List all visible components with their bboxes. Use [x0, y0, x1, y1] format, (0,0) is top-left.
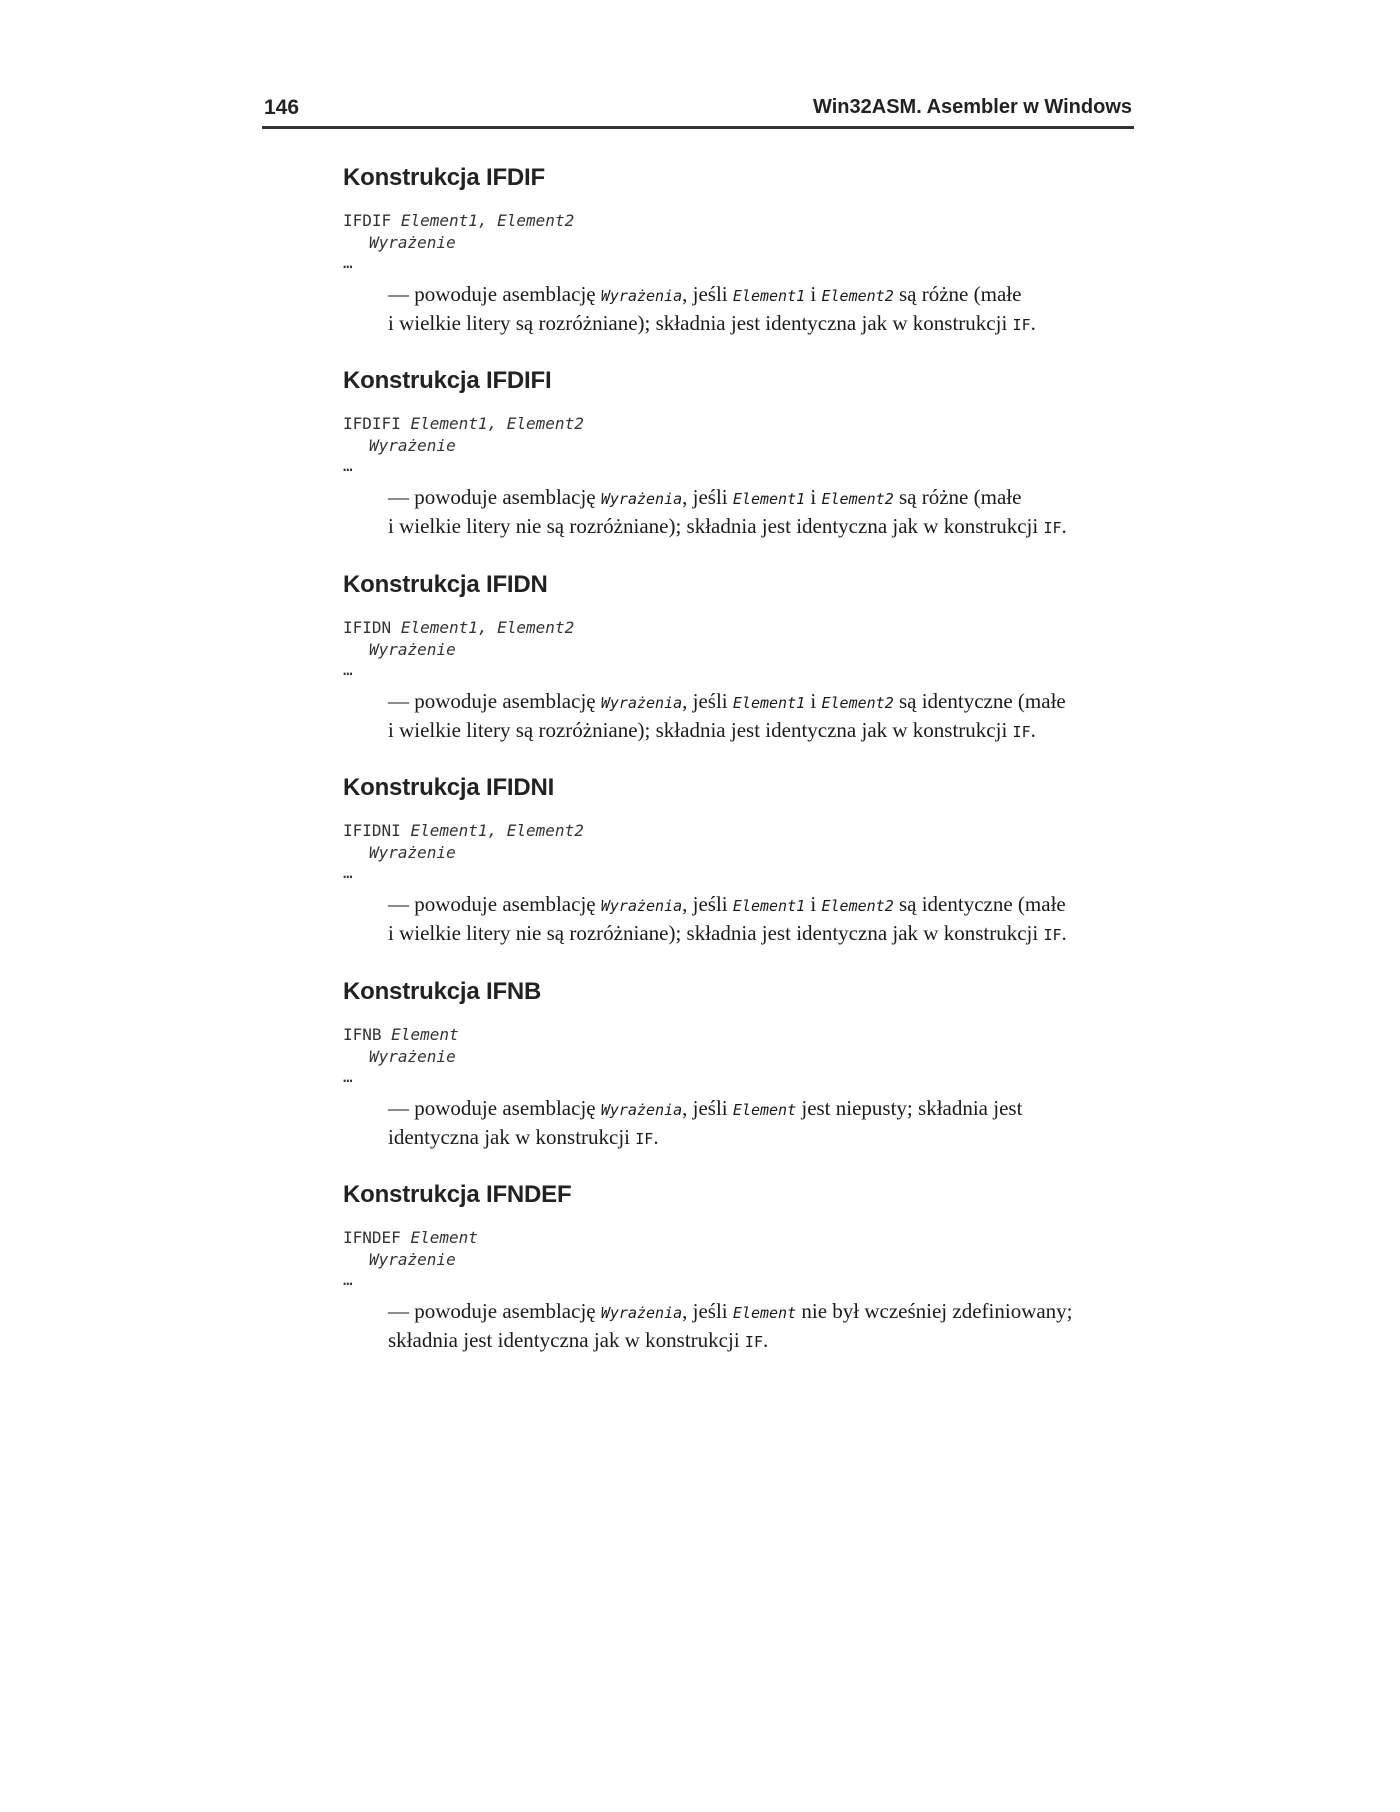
desc-mid: , jeśli — [682, 1299, 728, 1323]
code-block — [343, 1227, 1143, 1293]
desc-ref-element: Element — [732, 1304, 797, 1322]
desc-lead: — powoduje asemblację — [388, 689, 596, 713]
code-args: Element — [410, 1228, 478, 1247]
desc-mid: , jeśli — [682, 485, 728, 509]
desc-conjunction: i — [810, 892, 817, 916]
section-heading: Konstrukcja IFIDNI — [343, 774, 555, 801]
code-block — [343, 820, 1143, 886]
desc-lead: — powoduje asemblację — [388, 1096, 596, 1120]
desc-conjunction: i — [810, 689, 817, 713]
code-keyword: IFNDEF — [343, 1228, 401, 1247]
section-heading: Konstrukcja IFNDEF — [343, 1181, 572, 1208]
desc-lead: — powoduje asemblację — [388, 282, 596, 306]
section-description — [388, 281, 1148, 339]
section-ifdif — [343, 163, 1143, 339]
code-keyword: IFDIF — [343, 211, 392, 230]
code-line-directive — [343, 1024, 1143, 1046]
desc-ref-expression: Wyrażenia — [600, 287, 683, 305]
desc-line2: i wielkie litery są rozróżniane); składnia jest identyczna jak w konstrukcji — [388, 718, 1008, 742]
code-line-body — [343, 1046, 1143, 1068]
code-block — [343, 210, 1143, 276]
code-body: Wyrażenie — [369, 1250, 456, 1269]
section-heading: Konstrukcja IFDIF — [343, 164, 545, 191]
code-ellipsis: … — [343, 1270, 353, 1289]
desc-ref-element2: Element2 — [821, 694, 894, 712]
desc-rest: nie był wcześniej zdefiniowany; — [801, 1299, 1073, 1323]
page-number: 146 — [264, 96, 300, 119]
code-line-body — [343, 232, 1143, 254]
desc-rest: są różne (małe — [898, 282, 1022, 306]
desc-ref-element1: Element1 — [732, 694, 806, 712]
desc-line2: i wielkie litery nie są rozróżniane); składnia jest identyczna jak w konstrukcji — [388, 921, 1039, 945]
code-body: Wyrażenie — [369, 1047, 456, 1066]
code-line-body — [343, 639, 1143, 661]
section-description — [388, 484, 1148, 542]
section-heading: Konstrukcja IFIDN — [343, 571, 548, 598]
desc-ref-if: IF — [635, 1130, 654, 1148]
code-args: Element1, Element2 — [410, 414, 584, 433]
desc-ref-expression: Wyrażenia — [600, 1101, 683, 1119]
code-line-directive — [343, 413, 1143, 435]
code-body: Wyrażenie — [369, 233, 456, 252]
desc-ref-expression: Wyrażenia — [600, 694, 683, 712]
desc-ref-element1: Element1 — [732, 287, 806, 305]
desc-ref-expression: Wyrażenia — [600, 1304, 683, 1322]
desc-ref-if: IF — [1043, 926, 1062, 944]
desc-mid: , jeśli — [682, 282, 728, 306]
code-line-body — [343, 1249, 1143, 1271]
code-line-body — [343, 435, 1143, 457]
code-keyword: IFIDN — [343, 618, 392, 637]
section-ifnb — [343, 977, 1143, 1153]
code-keyword: IFIDNI — [343, 821, 401, 840]
code-keyword: IFDIFI — [343, 414, 401, 433]
section-ifidn — [343, 570, 1143, 746]
desc-ref-expression: Wyrażenia — [600, 897, 683, 915]
code-line-directive — [343, 820, 1143, 842]
code-line-body — [343, 842, 1143, 864]
section-ifndef — [343, 1180, 1143, 1356]
desc-ref-if: IF — [1012, 723, 1031, 741]
code-args: Element1, Element2 — [410, 821, 584, 840]
desc-ref-if: IF — [1043, 519, 1062, 537]
desc-lead: — powoduje asemblację — [388, 1299, 596, 1323]
section-description — [388, 891, 1148, 949]
code-ellipsis: … — [343, 1067, 353, 1086]
desc-line2: składnia jest identyczna jak w konstrukcji — [388, 1328, 740, 1352]
desc-ref-element1: Element1 — [732, 897, 806, 915]
desc-ref-if: IF — [1012, 316, 1031, 334]
desc-line2: identyczna jak w konstrukcji — [388, 1125, 631, 1149]
code-body: Wyrażenie — [369, 640, 456, 659]
section-ifidni — [343, 773, 1143, 949]
code-block — [343, 413, 1143, 479]
desc-lead: — powoduje asemblację — [388, 485, 596, 509]
desc-rest: są różne (małe — [898, 485, 1022, 509]
code-ellipsis: … — [343, 456, 353, 475]
desc-lead: — powoduje asemblację — [388, 892, 596, 916]
section-description — [388, 688, 1148, 746]
code-body: Wyrażenie — [369, 436, 456, 455]
code-block — [343, 1024, 1143, 1090]
section-description — [388, 1095, 1148, 1153]
desc-rest: są identyczne (małe — [898, 689, 1066, 713]
page-header — [262, 96, 1134, 129]
desc-rest: jest niepusty; składnia jest — [801, 1096, 1023, 1120]
section-heading: Konstrukcja IFNB — [343, 978, 542, 1005]
desc-ref-element2: Element2 — [821, 287, 894, 305]
desc-mid: , jeśli — [682, 689, 728, 713]
section-ifdifi — [343, 366, 1143, 542]
code-body: Wyrażenie — [369, 843, 456, 862]
desc-conjunction: i — [810, 282, 817, 306]
code-keyword: IFNB — [343, 1025, 382, 1044]
code-args: Element — [391, 1025, 459, 1044]
desc-ref-if: IF — [744, 1333, 763, 1351]
desc-ref-element: Element — [732, 1101, 797, 1119]
desc-ref-element2: Element2 — [821, 897, 894, 915]
desc-end: . — [1030, 311, 1036, 335]
desc-end: . — [762, 1328, 769, 1352]
desc-ref-element1: Element1 — [732, 490, 806, 508]
desc-end: . — [1061, 514, 1067, 538]
desc-ref-expression: Wyrażenia — [600, 490, 683, 508]
desc-end: . — [1030, 718, 1036, 742]
code-args: Element1, Element2 — [400, 211, 575, 230]
code-block — [343, 617, 1143, 683]
desc-mid: , jeśli — [682, 1096, 728, 1120]
desc-rest: są identyczne (małe — [898, 892, 1066, 916]
running-title: Win32ASM. Asembler w Windows — [813, 96, 1132, 118]
code-ellipsis: … — [343, 863, 353, 882]
desc-ref-element2: Element2 — [821, 490, 894, 508]
desc-conjunction: i — [810, 485, 817, 509]
section-description — [388, 1298, 1148, 1356]
code-ellipsis: … — [343, 253, 353, 272]
code-ellipsis: … — [343, 660, 353, 679]
code-line-directive — [343, 617, 1143, 639]
desc-line2: i wielkie litery są rozróżniane); składnia jest identyczna jak w konstrukcji — [388, 311, 1008, 335]
desc-end: . — [653, 1125, 659, 1149]
desc-mid: , jeśli — [682, 892, 728, 916]
code-line-directive — [343, 210, 1143, 232]
section-heading: Konstrukcja IFDIFI — [343, 367, 552, 394]
code-args: Element1, Element2 — [400, 618, 575, 637]
desc-line2: i wielkie litery nie są rozróżniane); składnia jest identyczna jak w konstrukcji — [388, 514, 1039, 538]
code-line-directive — [343, 1227, 1143, 1249]
desc-end: . — [1061, 921, 1067, 945]
